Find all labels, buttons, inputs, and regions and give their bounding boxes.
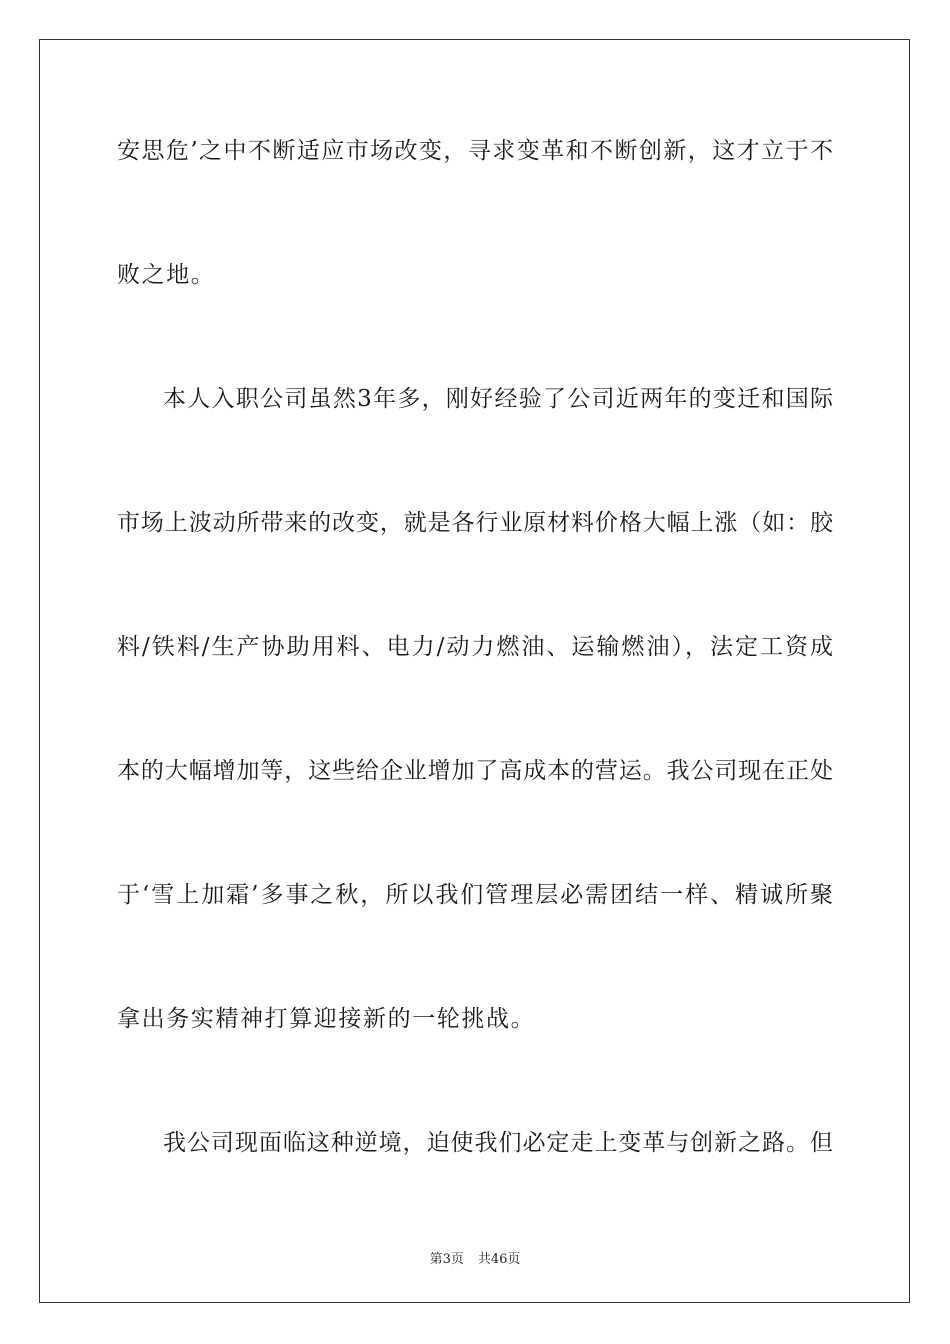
page-number: 第3页	[429, 1252, 464, 1267]
paragraph-line: 我公司现面临这种逆境，迫使我们必定走上变革与创新之路。但	[163, 1130, 833, 1156]
page-footer	[0, 1248, 950, 1267]
page-border	[39, 39, 910, 1303]
paragraph-line: 败之地。	[117, 262, 216, 288]
paragraph-line: 本的大幅增加等，这些给企业增加了高成本的营运。我公司现在正处	[117, 758, 833, 784]
paragraph-line: 于‘雪上加霜’多事之秋，所以我们管理层必需团结一样、精诚所聚	[117, 882, 833, 908]
paragraph-line: 拿出务实精神打算迎接新的一轮挑战。	[117, 1006, 536, 1032]
paragraph-line: 料/铁料/生产协助用料、电力/动力燃油、运输燃油），法定工资成	[117, 634, 833, 660]
paragraph-line: 市场上波动所带来的改变，就是各行业原材料价格大幅上涨（如：胶	[117, 510, 833, 536]
paragraph-line: 本人入职公司虽然3年多，刚好经验了公司近两年的变迁和国际	[163, 386, 833, 412]
page-total: 共46页	[477, 1252, 521, 1267]
paragraph-line: 安思危’之中不断适应市场改变，寻求变革和不断创新，这才立于不	[117, 138, 833, 164]
